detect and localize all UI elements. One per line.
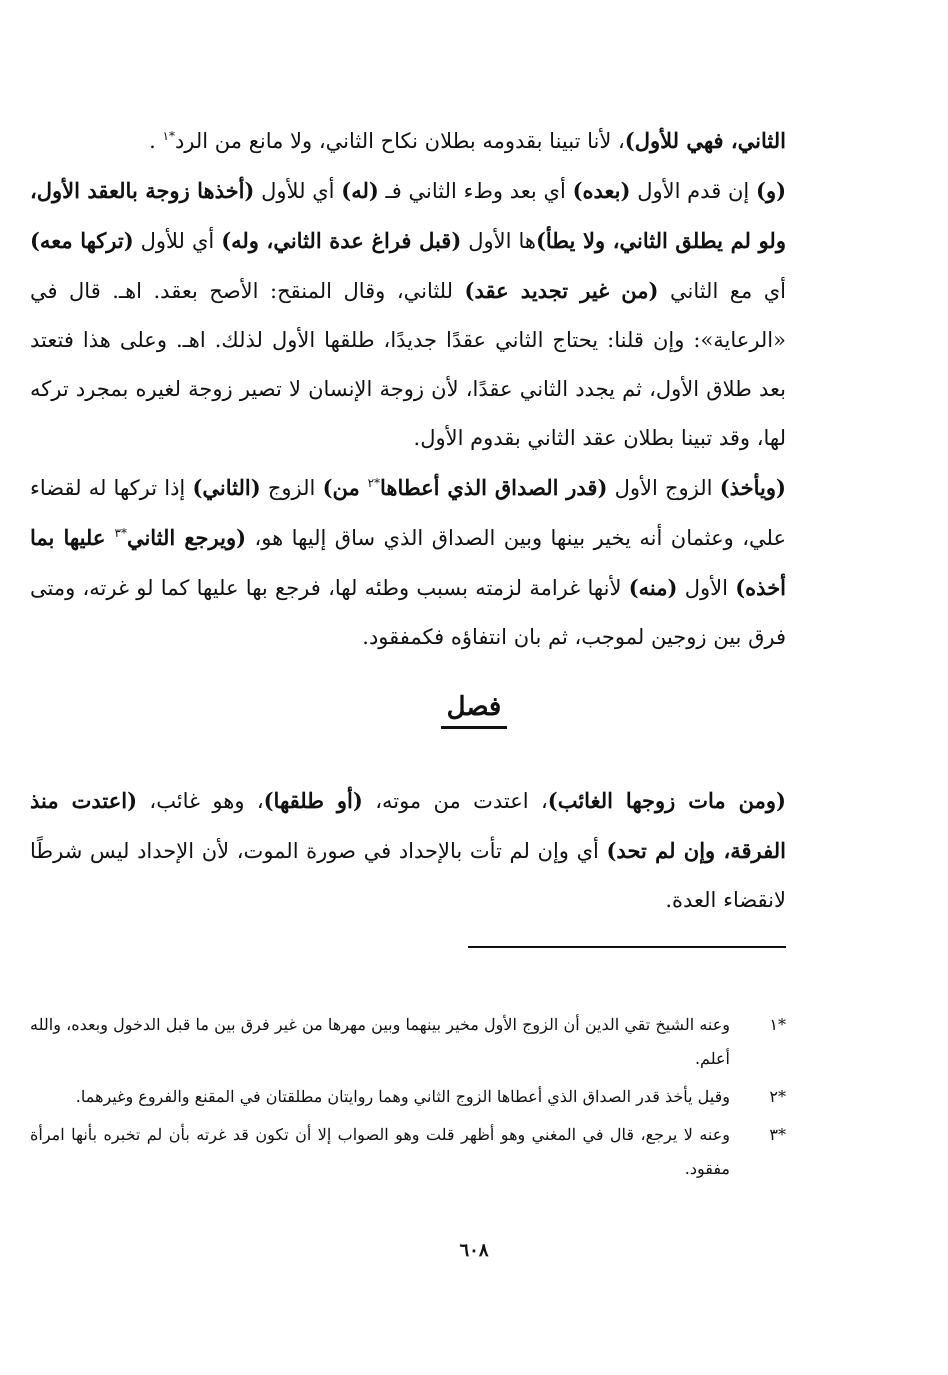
bold-text: عليها بما أخذه) [30,525,787,600]
footnote-3 [30,1118,786,1186]
bold-text: (ومن مات زوجها الغائب) [547,788,786,813]
text: الزوج [260,476,323,500]
bold-text: (قدر الصداق الذي أعطاها [380,475,608,500]
bold-text: (تركها معه) [30,228,134,253]
bold-text: (و) [756,178,787,203]
section-paragraph-1 [30,776,786,925]
footnote-ref[interactable]: *٢ [367,476,381,490]
text: أي مع الثاني [658,279,787,303]
footnote-2 [30,1080,786,1114]
footnote-text: وعنه لا يرجع، قال في المغني وهو أظهر قلت وهو الصواب إلا أن تكون قد غرته بأن لم تخبره بأنها امرأة مفقود. [30,1125,730,1178]
footnote-text: وعنه الشيخ تقي الدين أن الزوج الأول مخير بينهما وبين مهرها من غير فرق بين ما قبل الدخول وبعده، والله أعلم. [30,1015,731,1068]
bold-text: (أخذها زوجة بالعقد الأول، ولو لم يطلق الثاني، ولا يطأ) [30,178,786,253]
footnote-ref[interactable]: *١ [162,129,175,143]
text: أي للأول [133,229,222,253]
paragraph-2 [30,166,786,463]
footnotes [30,1008,786,1190]
text: للثاني، وقال المنقح: الأصح بعقد. اهـ. قال في «الرعاية»: وإن قلنا: يحتاج الثاني عقدًا جديدًا، طلقها الأول لذلك. اهـ. وعلى هذا فتعتد بعد طلاق الأول، ثم يجدد الثاني عقدًا، لأن زوجة الإنسان لا تصير زوجة لغيره بمجرد تركه لها، وقد تبينا بطلان عقد الثاني بقدوم الأول. [30,279,786,450]
bold-text: (اعتدت منذ الفرقة، وإن لم تحد) [30,788,786,863]
footnote-marker: *٣ [769,1125,786,1144]
text: إذا تركها له لقضاء علي، وعثمان أنه يخير بينها وبين الصداق الذي ساق إليها هو، [30,476,787,550]
bold-text: (من غير تجديد عقد) [464,278,659,303]
footnote-ref[interactable]: *٣ [114,526,127,540]
text: الزوج الأول [607,476,720,500]
bold-text: (ويرجع الثاني [126,525,247,550]
text: أي للأول [254,179,342,203]
footnote-divider [468,946,786,948]
page-number: ٦٠٨ [459,1240,489,1261]
section-heading [0,690,948,729]
text: إن قدم الأول [630,179,757,203]
footnote-marker: *٢ [769,1087,786,1106]
text: أي بعد وطء الثاني فـ [378,179,573,203]
bold-text: من) [322,475,368,500]
footnote-marker: *١ [769,1015,786,1034]
text: ، اعتدت من موته، [362,789,548,813]
text: لأنها غرامة لزمته بسبب وطئه لها، فرجع بها عليها كما لو غرته، ومتى فرق بين زوجين لموجب، ثم بان انتفاؤه فكمفقود. [30,576,786,649]
bold-text: (منه) [628,575,678,600]
text: ، وهو غائب، [137,789,264,813]
paragraph-3 [30,463,786,662]
bold-text: الثاني، فهي للأول) [624,128,786,153]
bold-text: (قبل فراغ عدة الثاني، وله) [221,228,462,253]
paragraph-1: الثاني، فهي للأول)، لأنا تبينا بقدومه بطلان نكاح الثاني، ولا مانع من الرد$^{*١}$ . [149,128,786,153]
bold-text: (له) [341,178,379,203]
bold-text: (الثاني) [192,475,261,500]
bold-text: (بعده) [572,178,631,203]
main-text-block [30,116,786,662]
footnote-1 [30,1008,786,1076]
section-title: فصل [441,690,508,729]
text: الأول [677,576,736,600]
bold-text: (ويأخذ) [719,475,786,500]
footnote-text: وقيل يأخذ قدر الصداق الذي أعطاها الزوج الثاني وهما روايتان مطلقتان في المقنع والفروع وغيرهما. [75,1087,730,1106]
bold-text: (أو طلقها) [263,788,363,813]
section-text-block [30,776,786,925]
text: ها الأول [461,229,536,253]
text: أي وإن لم تأت بالإحداد في صورة الموت، لأن الإحداد ليس شرطًا لانقضاء العدة. [30,839,786,912]
text: ، لأنا تبينا بقدومه بطلان نكاح الثاني، ولا مانع من الرد [174,129,625,153]
